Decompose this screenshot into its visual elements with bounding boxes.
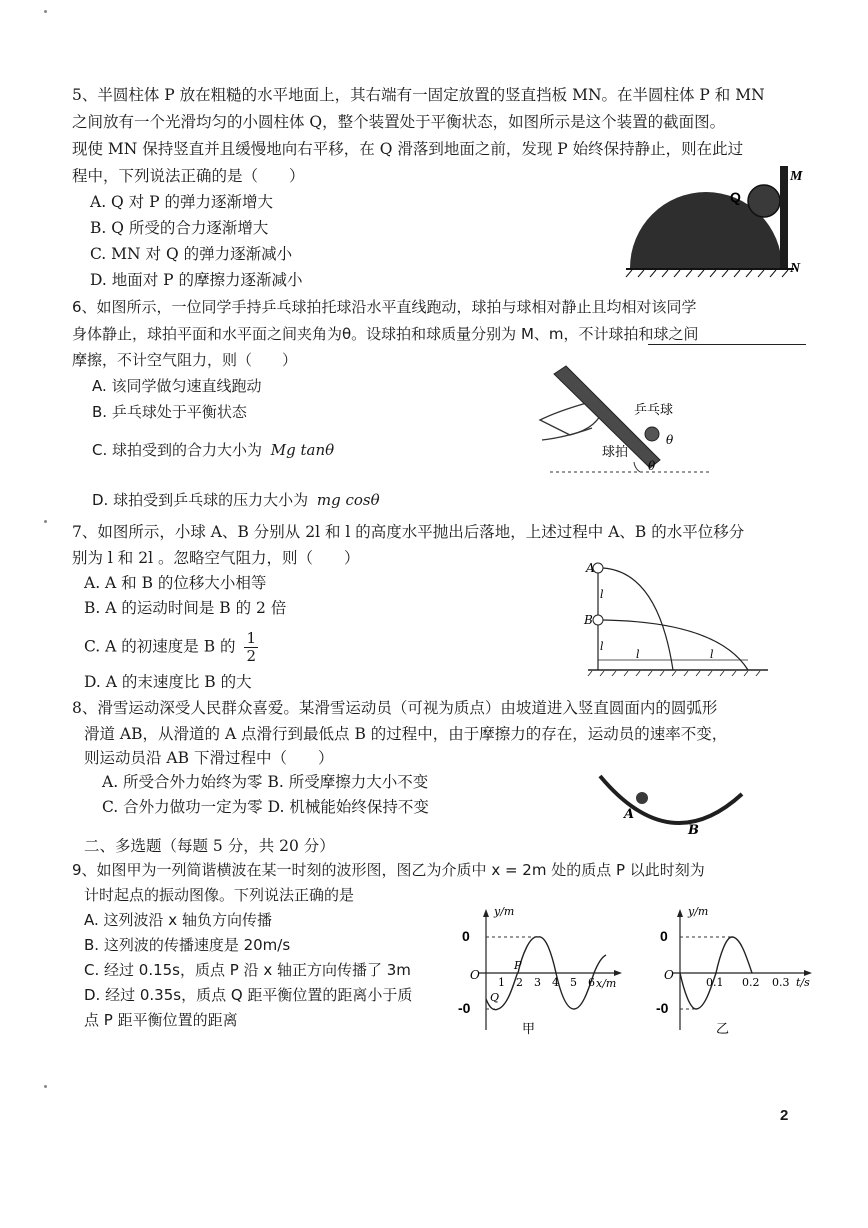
tick-0-2: 0.2 [742,976,760,989]
theta-arc [634,462,640,472]
q5-option-c: C. MN 对 Q 的弹力逐渐减小 [90,245,293,263]
q5-stem-line: 程中，下列说法正确的是（ ） [72,167,305,185]
q6-option-d-formula: mg cosθ [316,491,380,509]
q8-figure [600,770,760,840]
q9-option-b: B. 这列波的传播速度是 20m/s [84,936,291,954]
label-q: Q [730,189,741,205]
q7-figure [578,560,778,690]
tick-0-3: 0.3 [772,976,790,989]
tick-5: 5 [570,976,577,989]
scan-dot [44,10,47,13]
q9-stem-line: 9、如图甲为一列简谐横波在某一时刻的波形图，图乙为介质中 x = 2m 处的质点 P 以此时刻为 [72,861,705,879]
q6-option-c [92,440,334,460]
label-theta-2: θ [666,433,674,447]
fraction-denominator: 2 [246,647,257,665]
y-label: y/m [494,905,515,918]
label-a: A [624,807,635,822]
t-label: t/s [796,976,810,989]
q6-option-c-formula: Mg tanθ [270,441,335,459]
section-2-heading: 二、多选题（每题 5 分，共 20 分） [84,837,335,855]
q6-option-d-text: D. 球拍受到乒乓球的压力大小为 [92,491,309,509]
label-a: A [586,561,595,575]
label-b: B [688,823,699,838]
point-q-label: Q [490,991,500,1004]
baffle-mn [780,166,788,270]
q5-option-a: A. Q 对 P 的弹力逐渐增大 [90,193,273,211]
q5-stem-line: 之间放有一个光滑均匀的小圆柱体 Q，整个装置处于平衡状态，如图所示是这个装置的截面图。 [72,113,726,131]
trajectory-b [603,620,748,670]
ground-hatch [588,671,760,676]
q6-stem-line: 6、如图所示，一位同学手持乒乓球拍托球沿水平直线跑动，球拍与球相对静止且均相对该同学 [72,298,697,316]
tick-6: 6 [588,976,595,989]
q8-stem-line: 滑道 AB，从滑道的 A 点滑行到最低点 B 的过程中，由于摩擦力的存在，运动员的速率不变， [84,725,728,743]
q6-stem-line: 身体静止，球拍平面和水平面之间夹角为θ。设球拍和球质量分别为 M、m，不计球拍和球之间 [72,325,699,343]
amp-top-label: 0 [462,928,470,944]
ball-b [593,615,603,625]
q9-vibration-graph-yi [654,905,824,1045]
y-axis-arrow-icon [483,909,489,917]
q8-stem-line: 则运动员沿 AB 下滑过程中（ ） [84,749,334,767]
q9-wave-graph-jia [456,905,626,1045]
q6-option-c-text: C. 球拍受到的合力大小为 [92,441,263,459]
origin-label: O [664,968,674,982]
q9-option-d-cont: 点 P 距平衡位置的距离 [84,1011,238,1029]
q8-stem-line: 8、滑雪运动深受人民群众喜爱。某滑雪运动员（可视为质点）由坡道进入竖直圆面内的圆弧形 [72,699,718,717]
q6-stem-line: 摩擦，不计空气阻力，则（ ） [72,351,298,369]
y-label: y/m [688,905,709,918]
q5-stem-line: 5、半圆柱体 P 放在粗糙的水平地面上，其右端有一固定放置的竖直挡板 MN。在半圆柱体 P 和 MN [72,86,765,104]
q7-stem-line: 别为 l 和 2l 。忽略空气阻力，则（ ） [72,549,360,567]
label-l-horiz: l [636,648,640,661]
fraction-numerator: 1 [246,629,257,647]
tick-4: 4 [552,976,559,989]
q9-option-c: C. 经过 0.15s，质点 P 沿 x 轴正方向传播了 3m [84,961,411,979]
ping-pong-ball [645,427,659,441]
x-label: x/m [596,977,617,990]
q7-stem-line: 7、如图所示，小球 A、B 分别从 2l 和 l 的高度水平抛出后落地，上述过程中 A、B 的水平位移分 [72,523,745,541]
fraction-one-half [244,630,258,665]
label-n: N [790,261,801,276]
q5-option-b: B. Q 所受的合力逐渐增大 [90,219,269,237]
q9-option-d: D. 经过 0.35s，质点 Q 距平衡位置的距离小于质 [84,986,413,1004]
caption-yi: 乙 [716,1022,730,1037]
label-ball: 乒乓球 [634,403,674,418]
caption-jia: 甲 [522,1022,536,1037]
q9-option-a: A. 这列波沿 x 轴负方向传播 [84,911,272,929]
label-m: M [790,169,803,184]
tick-3: 3 [534,976,541,989]
underline-mark [648,344,806,345]
q7-option-b: B. A 的运动时间是 B 的 2 倍 [84,599,287,617]
x-axis-arrow-icon [614,970,622,976]
small-cylinder-q [748,185,780,217]
q7-option-c [84,630,258,665]
scan-dot [44,1085,47,1088]
label-l-upper: l [600,588,604,601]
tick-0-1: 0.1 [706,976,724,989]
amp-top-label: 0 [660,928,668,944]
q7-option-d: D. A 的末速度比 B 的大 [84,673,252,691]
skier [636,792,648,804]
y-axis-arrow-icon [677,909,683,917]
scan-dot [44,520,47,523]
label-theta: θ [648,459,656,473]
q6-option-b: B. 乒乓球处于平衡状态 [92,403,247,421]
q7-option-c-text: C. A 的初速度是 B 的 [84,637,236,656]
tick-2: 2 [516,976,523,989]
q5-figure [622,160,812,280]
label-l-lower: l [600,640,604,653]
circular-track-ab [600,776,742,823]
label-b: B [584,613,593,627]
label-racket: 球拍 [602,445,629,460]
origin-label: O [470,968,480,982]
label-l-horiz-2: l [710,648,714,661]
point-p-label: P [514,959,522,972]
q6-option-d [92,490,380,510]
q8-options-row1: A. 所受合外力始终为零 B. 所受摩擦力大小不变 [102,773,429,791]
amp-bottom-label: -0 [656,1000,669,1016]
q5-option-d: D. 地面对 P 的摩擦力逐渐减小 [90,271,303,289]
tick-1: 1 [498,976,505,989]
amp-bottom-label: -0 [458,1000,471,1016]
q7-option-a: A. A 和 B 的位移大小相等 [84,574,267,592]
q5-stem-line: 现使 MN 保持竖直并且缓慢地向右平移，在 Q 滑落到地面之前，发现 P 始终保持静止，则在此过 [72,140,744,158]
q8-options-row2: C. 合外力做功一定为零 D. 机械能始终保持不变 [102,798,429,816]
q6-option-a: A. 该同学做匀速直线跑动 [92,377,262,395]
q6-figure [530,360,720,490]
ground-hatch [626,270,788,277]
q9-stem-line: 计时起点的振动图像。下列说法正确的是 [84,886,355,904]
page-number: 2 [780,1107,789,1124]
